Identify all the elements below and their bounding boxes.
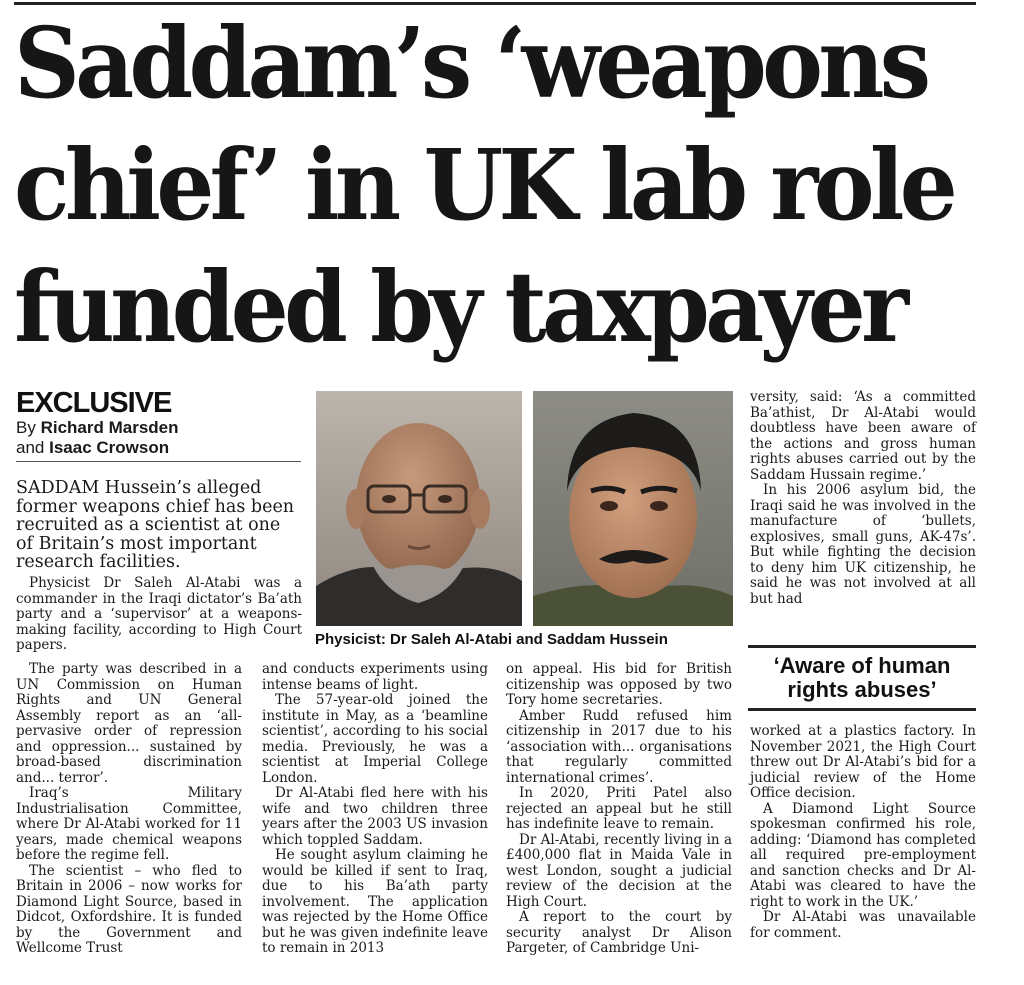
paragraph-11: Amber Rudd refused him citizenship in 2017 due to his ‘association with... organisations that regularly committed international crimes’. [506, 707, 732, 786]
byline-line-2 [16, 438, 302, 458]
paragraph-17: worked at a plastics factory. In November 2021, the High Court threw out Dr Al-Atabi’s bid for a judicial review of the Home Office decision. [750, 723, 976, 801]
author-1: Richard Marsden [40, 418, 179, 437]
paragraph-6: and conducts experiments using intense beams of light. [262, 661, 488, 693]
portrait-al-atabi [316, 391, 522, 626]
column-1 [16, 662, 242, 957]
photo-caption: Physicist: Dr Saleh Al-Atabi and Saddam Hussein [315, 631, 668, 648]
pull-quote-rule-bottom [748, 708, 976, 711]
paragraph-16: In his 2006 asylum bid, the Iraqi said he was involved in the manufacture of ‘bullets, explosives, small guns, AK-47s’. But while fighting the decision to deny him UK citizenship, he said he was not involved at all but had [750, 482, 976, 607]
exclusive-label: EXCLUSIVE [16, 387, 172, 419]
column-3 [506, 662, 732, 957]
byline [16, 388, 302, 458]
byline-line-1 [16, 418, 302, 438]
author-2: Isaac Crowson [49, 438, 170, 457]
column-1-continued [16, 576, 302, 654]
byline-and: and [16, 438, 45, 457]
photo-saleh-al-atabi [316, 391, 522, 626]
paragraph-2: Physicist Dr Saleh Al-Atabi was a commander in the Iraqi dictator’s Ba’ath party and a ‘supervisor’ at a weapons-making facility, according to High Court papers. [16, 575, 302, 653]
pull-quote [748, 645, 976, 711]
byline-rule [16, 461, 301, 462]
paragraph-14: A report to the court by security analyst Dr Alison Pargeter, of Cambridge Uni- [506, 909, 732, 956]
headline [14, 2, 954, 368]
paragraph-7: The 57-year-old joined the institute in May, as a ‘beamline scientist’, according to his social media. Previously, he was a scientist at Imperial College London. [262, 692, 488, 786]
pull-quote-line-1: ‘Aware of human [773, 653, 951, 678]
paragraph-3: The party was described in a UN Commission on Human Rights and UN General Assembly report as an ‘all-pervasive order of repression and oppression... sustained by broad-based discrimination and... terror’. [16, 661, 242, 786]
pull-quote-text [748, 648, 976, 708]
paragraph-4: Iraq’s Military Industrialisation Committee, where Dr Al-Atabi worked for 11 years, made chemical weapons before the regime fell. [16, 785, 242, 863]
paragraph-12: In 2020, Priti Patel also rejected an appeal but he still has indefinite leave to remain. [506, 785, 732, 832]
paragraph-18: A Diamond Light Source spokesman confirmed his role, adding: ‘Diamond has completed all required pre-employment and sanction checks and Dr Al-Atabi was cleared to have the right to work in the UK.’ [750, 800, 976, 910]
pull-quote-line-2: rights abuses’ [787, 677, 937, 702]
paragraph-13: Dr Al-Atabi, recently living in a £400,000 flat in Maida Vale in west London, sought a judicial review of the decision at the High Court. [506, 831, 732, 910]
headline-line-2: chief’ in UK lab role [14, 128, 954, 242]
lead-paragraph [16, 479, 302, 572]
paragraph-8: Dr Al-Atabi fled here with his wife and two children three years after the 2003 US invasion which toppled Saddam. [262, 785, 488, 848]
photo-saddam-hussein [533, 391, 733, 626]
paragraph-15: versity, said: ‘As a committed Ba’athist, Dr Al-Atabi would doubtless have been aware of the actions and gross human rights abuses carried out by the Saddam Hussain regime.’ [750, 389, 976, 483]
paragraph-5: The scientist – who fled to Britain in 2006 – now works for Diamond Light Source, based in Didcot, Oxfordshire. It is funded by the Government and Wellcome Trust [16, 862, 242, 956]
paragraph-19: Dr Al-Atabi was unavailable for comment. [750, 909, 976, 941]
column-2 [262, 662, 488, 957]
paragraph-9: He sought asylum claiming he would be killed if sent to Iraq, due to his Ba’ath party involvement. The application was rejected by the Home Office but he was given indefinite leave to remain in 2013 [262, 847, 488, 956]
headline-line-1: Saddam’s ‘weapons [14, 6, 927, 120]
byline-by: By [16, 418, 36, 437]
headline-line-3: funded by taxpayer [14, 250, 905, 364]
column-4-bottom [750, 724, 976, 941]
column-4-top [750, 390, 976, 607]
paragraph-1: SADDAM Hussein’s alleged former weapons chief has been recruited as a scientist at one of Britain’s most important research facilities. [16, 478, 295, 572]
paragraph-10: on appeal. His bid for British citizenship was opposed by two Tory home secretaries. [506, 661, 732, 708]
portrait-saddam-hussein [533, 391, 733, 626]
